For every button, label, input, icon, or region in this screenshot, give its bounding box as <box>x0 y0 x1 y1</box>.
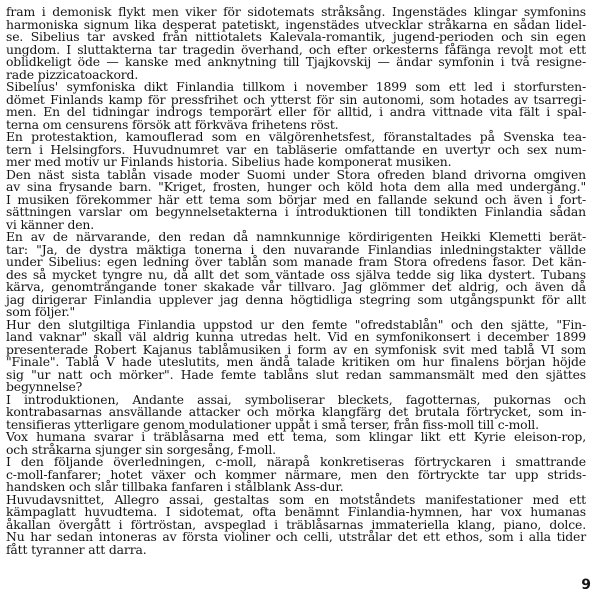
text-line: tar: "Ja, de dystra mäktiga tonerna i den nuvarande Finlandias inledningstakter vällde <box>6 241 586 257</box>
text-line: kontrabasarnas ansvällande attacker och mörka klangfärg det brutala förtrycket, som in- <box>6 404 586 419</box>
text-line: under Sibelius: egen ledning över tablån som manade fram Stora ofredens fasor. Det kän- <box>6 254 586 269</box>
text-line: c-moll-fanfarer; hotet växer och kommer närmare, men den förtryckte tar upp strids- <box>6 466 586 482</box>
text-line: dömet Finlands kamp för pressfrihet och ytterst för sin autonomi, som hotades av tsarregi- <box>6 91 586 107</box>
text-line: I musiken förekommer här ett tema som börjar med en fallande sekund och även i fort- <box>6 191 586 207</box>
text-line: rade pizzicatoackord. <box>6 66 139 82</box>
text-line: se. Sibelius tar avsked från nittiotalets Kalevala-romantik, jugend-perioden och sin egen <box>6 29 586 44</box>
text-line: presenterade Robert Kajanus tablåmusiken i form av en symfonisk svit med tablå VI som <box>6 341 586 357</box>
text-line: harmoniska signum lika desperat patetiskt, ingenstädes utvecklar stråkarna en sådan lidel- <box>6 16 586 32</box>
text-line: tensifieras ytterligare genom modulationer uppåt i små terser, från fiss-moll till c-moll. <box>6 416 539 432</box>
text-line: land vaknar" skall väl aldrig kunna utredas helt. Vid en symfonikonsert i december 1899 <box>6 329 586 344</box>
page-number: 9 <box>581 577 591 593</box>
text-line: Hur den slutgiltiga Finlandia uppstod ur den femte "ofredstablån" och den sjätte, "Fin- <box>6 316 586 332</box>
text-line: En av de närvarande, den redan då namnkunnige kördirigenten Heikki Klemetti berät- <box>6 229 586 244</box>
text-line: som följer." <box>6 304 76 319</box>
text-line: fått tyranner att darra. <box>6 541 147 557</box>
text-line: vi känner den. <box>6 216 95 232</box>
text-line: sättningen varslar om begynnelsetakterna i introduktionen till tondikten Finlandia sådan <box>6 204 586 219</box>
text-line: handsken och slår tillbaka fanfaren i stålblank Ass-dur. <box>6 479 344 494</box>
text-line: oblidkeligt öde — kanske med anknytning till Tjajkovskij — ändar symfonin i två resigne- <box>6 54 586 69</box>
text-line: kärva, genomträngande toner skakade vår tillvaro. Jag glömmer det aldrig, och även då <box>6 279 586 294</box>
text-line: tern i Helsingfors. Huvudnumret var en tabläserie omfattande en uvertyr och sex num- <box>6 141 586 157</box>
text-line: I den följande överledningen, c-moll, närapå konkretiseras förtryckaren i smattrande <box>6 454 586 469</box>
text-line: Vox humana svarar i träblåsarna med ett tema, som klingar likt ett Kyrie eleison-rop, <box>6 429 586 444</box>
text-line: men. En del tidningar indrogs temporärt eller för alltid, i andra vittnade vita fält i spal- <box>6 104 586 119</box>
text-line: av sina frysande barn. "Kriget, frosten, hunger och köld hota dem alla med undergång." <box>6 179 586 194</box>
text-line: åkallan övergått i förtröstan, avspeglad i träblåsarnas immateriella klang, piano, dolce. <box>6 516 586 532</box>
text-line: sig "ur natt och mörker". Hade femte tablåns slut redan sammansmält med den sjättes <box>6 366 586 382</box>
text-line: des så mycket tyngre nu, då allt det som väntade oss själva tedde sig lika dystert. Tubans <box>6 266 586 282</box>
document-page <box>6 6 586 556</box>
text-line: mer med motiv ur Finlands historia. Sibelius hade komponerat musiken. <box>6 154 452 169</box>
text-line: En protestaktion, kamouflerad som en välgörenhetsfest, föranstaltades på Svenska tea- <box>6 129 586 144</box>
text-line: terna om censurens försök att förkväva frihetens röst. <box>6 116 339 132</box>
text-line: jag dirigerar Finlandia upplever jag denna högtidliga stegring som utgångspunkt för allt <box>6 291 586 307</box>
text-line: Huvudavsnittet, Allegro assai, gestaltas som en motståndets manifestationer med ett <box>6 491 586 507</box>
text-line: Den näst sista tablån visade moder Suomi under Stora ofreden bland drivorna omgiven <box>6 166 586 182</box>
text-line: begynnelse? <box>6 379 83 394</box>
text-line: och stråkarna sjunger sin sorgesång, f-moll. <box>6 441 276 457</box>
text-line: kämpaglatt huvudtema. I sidotemat, ofta benämnt Finlandia-hymnen, har vox humanas <box>6 504 586 519</box>
text-line: I introduktionen, Andante assai, symboliserar bleckets, fagotternas, pukornas och <box>6 391 586 407</box>
text-line: Sibelius' symfoniska dikt Finlandia tillkom i november 1899 som ett led i storfursten- <box>6 79 586 94</box>
text-line: ungdom. I sluttakterna tar tragedin överhand, och efter orkesterns fåfänga revolt mot ett <box>6 41 586 57</box>
text-line: "Finale". Tablå V hade uteslutits, men ändå talade kritiken om hur finalens början höjde <box>6 354 586 369</box>
text-line: fram i demonisk flykt men viker för sidotemats stråksång. Ingenstädes klingar symfonins <box>6 4 586 19</box>
body-text <box>6 6 586 556</box>
text-line: Nu har sedan intoneras av första violiner och celli, utstrålar det ett ethos, som i alla tider <box>6 529 586 544</box>
